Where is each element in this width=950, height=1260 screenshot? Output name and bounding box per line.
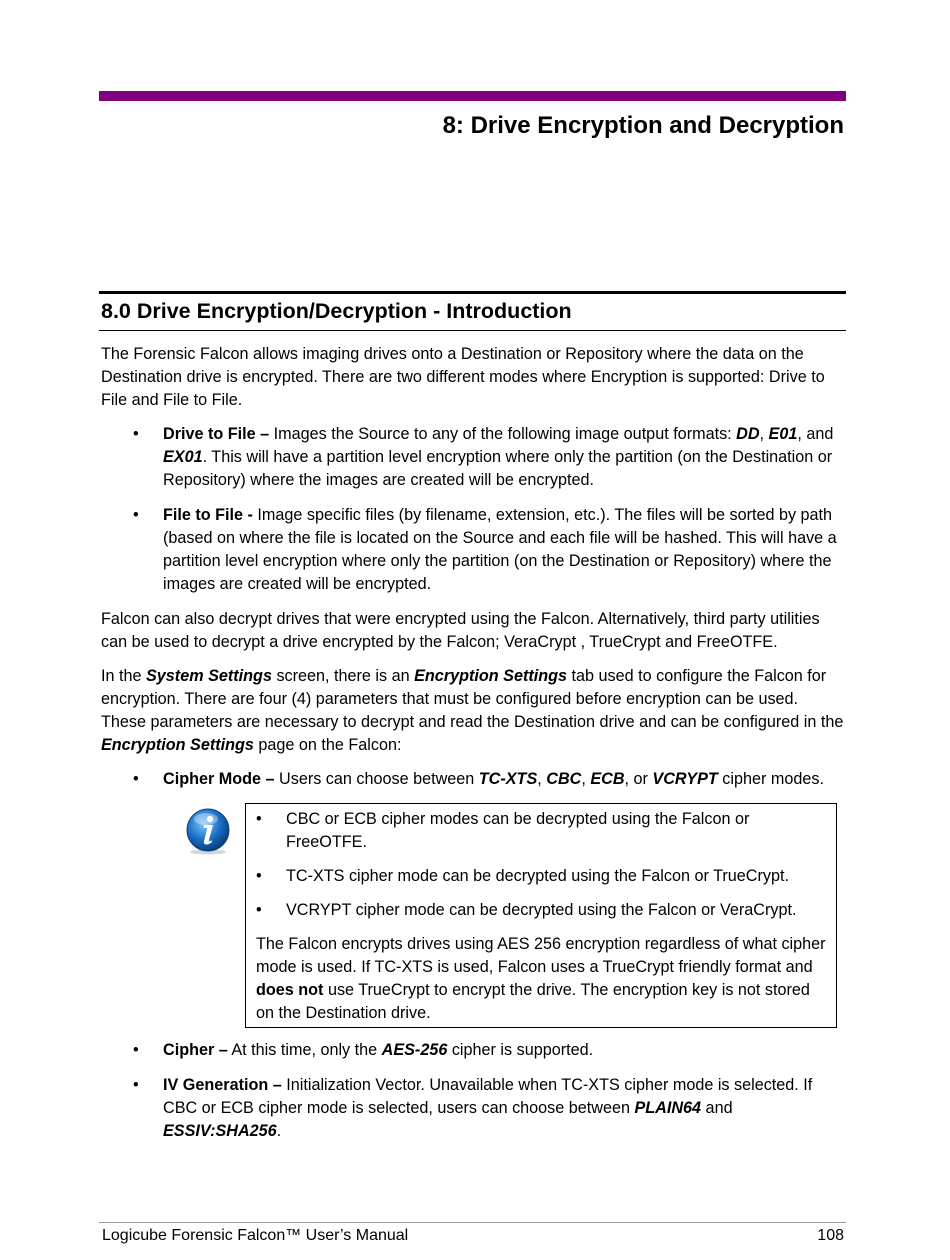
parameters-list-b [101, 1039, 846, 1143]
note-item: • VCRYPT cipher mode can be decrypted using the Falcon or VeraCrypt. [286, 899, 826, 922]
list-item-cipher [163, 1039, 846, 1062]
text-span: , or [624, 770, 653, 788]
encryption-modes-list [101, 423, 846, 596]
text-span: cipher modes. [717, 770, 824, 788]
text-span: , and [797, 425, 834, 443]
mode-vcrypt: VCRYPT [652, 770, 718, 788]
encryption-settings-ref: Encryption Settings [101, 736, 254, 754]
term-label: IV Generation – [163, 1076, 282, 1094]
list-item-file-to-file [163, 504, 846, 596]
cipher-aes-256: AES-256 [381, 1041, 448, 1059]
term-label: Cipher Mode – [163, 770, 275, 788]
text-span: At this time, only the [227, 1041, 382, 1059]
note-item: • TC-XTS cipher mode can be decrypted using the Falcon or TrueCrypt. [286, 865, 826, 888]
footer-manual-title: Logicube Forensic Falcon™ User’s Manual [102, 1227, 409, 1244]
text-span: Images the Source to any of the following image output formats: [269, 425, 737, 443]
text-span: , [537, 770, 547, 788]
text-span: , [581, 770, 591, 788]
note-paragraph [256, 933, 826, 1025]
parameters-list-a [101, 768, 846, 791]
info-note [101, 803, 846, 1027]
mode-tc-xts: TC-XTS [478, 770, 538, 788]
text-span: use TrueCrypt to encrypt the drive. The encryption key is not stored on the Destination drive. [256, 981, 810, 1022]
format-ex01: EX01 [163, 448, 203, 466]
chapter-title: 8: Drive Encryption and Decryption [442, 112, 844, 139]
text-span: The Falcon encrypts drives using AES 256 encryption regardless of what cipher mode is used. If TC-XTS is used, Falcon uses a TrueCrypt friendly format and [256, 935, 826, 976]
list-item-drive-to-file [163, 423, 846, 492]
iv-plain64: PLAIN64 [634, 1099, 702, 1117]
info-icon [184, 807, 232, 855]
decrypt-paragraph: Falcon can also decrypt drives that were encrypted using the Falcon. Alternatively, third party utilities can be used to decrypt a drive encrypted by the Falcon; VeraCrypt , TrueCrypt and FreeOTFE. [101, 610, 820, 651]
text-span: . [276, 1122, 282, 1140]
term-label: Drive to File – [163, 425, 270, 443]
text-span: cipher is supported. [447, 1041, 594, 1059]
settings-paragraph [101, 665, 846, 757]
text-span: Users can choose between [274, 770, 479, 788]
text-span: tab used to configure the Falcon for encryption. There are four (4) parameters that must be configured before encryption can be used. These parameters are necessary to decrypt and read the Destination drive and can be configured in the [101, 667, 844, 731]
note-item: • CBC or ECB cipher modes can be decrypted using the Falcon or FreeOTFE. [286, 808, 826, 854]
mode-ecb: ECB [590, 770, 625, 788]
text-span: In the [101, 667, 146, 685]
chapter-accent-bar [99, 91, 846, 101]
text-span: , [759, 425, 769, 443]
text-span: Initialization Vector. Unavailable when TC-XTS cipher mode is selected. If CBC or ECB cipher mode is selected, users can choose between [163, 1076, 813, 1117]
section-rule-top [99, 291, 846, 294]
section-rule-bottom [99, 330, 846, 331]
note-box [245, 803, 837, 1028]
text-span: Image specific files (by filename, extension, etc.). The files will be sorted by path (based on where the file is located on the Source and each file will be hashed. This will have a partition level encryption where only the partition (on the Destination or Repository) where the images are created will be encrypted. [163, 506, 837, 593]
section-title: 8.0 Drive Encryption/Decryption - Introduction [101, 299, 572, 323]
text-span: and [701, 1099, 733, 1117]
encryption-settings-ref: Encryption Settings [414, 667, 568, 685]
term-label: File to File - [163, 506, 253, 524]
list-item-iv-generation [163, 1074, 846, 1143]
iv-essiv-sha256: ESSIV:SHA256 [163, 1122, 277, 1140]
format-dd: DD [736, 425, 760, 443]
text-span: . This will have a partition level encryption where only the partition (on the Destination or Repository) where the images are created will be encrypted. [163, 448, 833, 489]
emphasis-does-not: does not [256, 981, 324, 999]
intro-paragraph: The Forensic Falcon allows imaging drives onto a Destination or Repository where the data on the Destination drive is encrypted. There are two different modes where Encryption is supported: Drive to File and File to File. [101, 345, 825, 409]
footer-rule [99, 1222, 846, 1223]
mode-cbc: CBC [546, 770, 582, 788]
list-item-cipher-mode [163, 768, 846, 791]
format-e01: E01 [768, 425, 798, 443]
page-number: 108 [817, 1227, 844, 1244]
text-span: screen, there is an [271, 667, 415, 685]
text-span: page on the Falcon: [253, 736, 402, 754]
system-settings-ref: System Settings [146, 667, 272, 685]
note-list [256, 808, 826, 922]
section-body [101, 343, 846, 1155]
term-label: Cipher – [163, 1041, 228, 1059]
